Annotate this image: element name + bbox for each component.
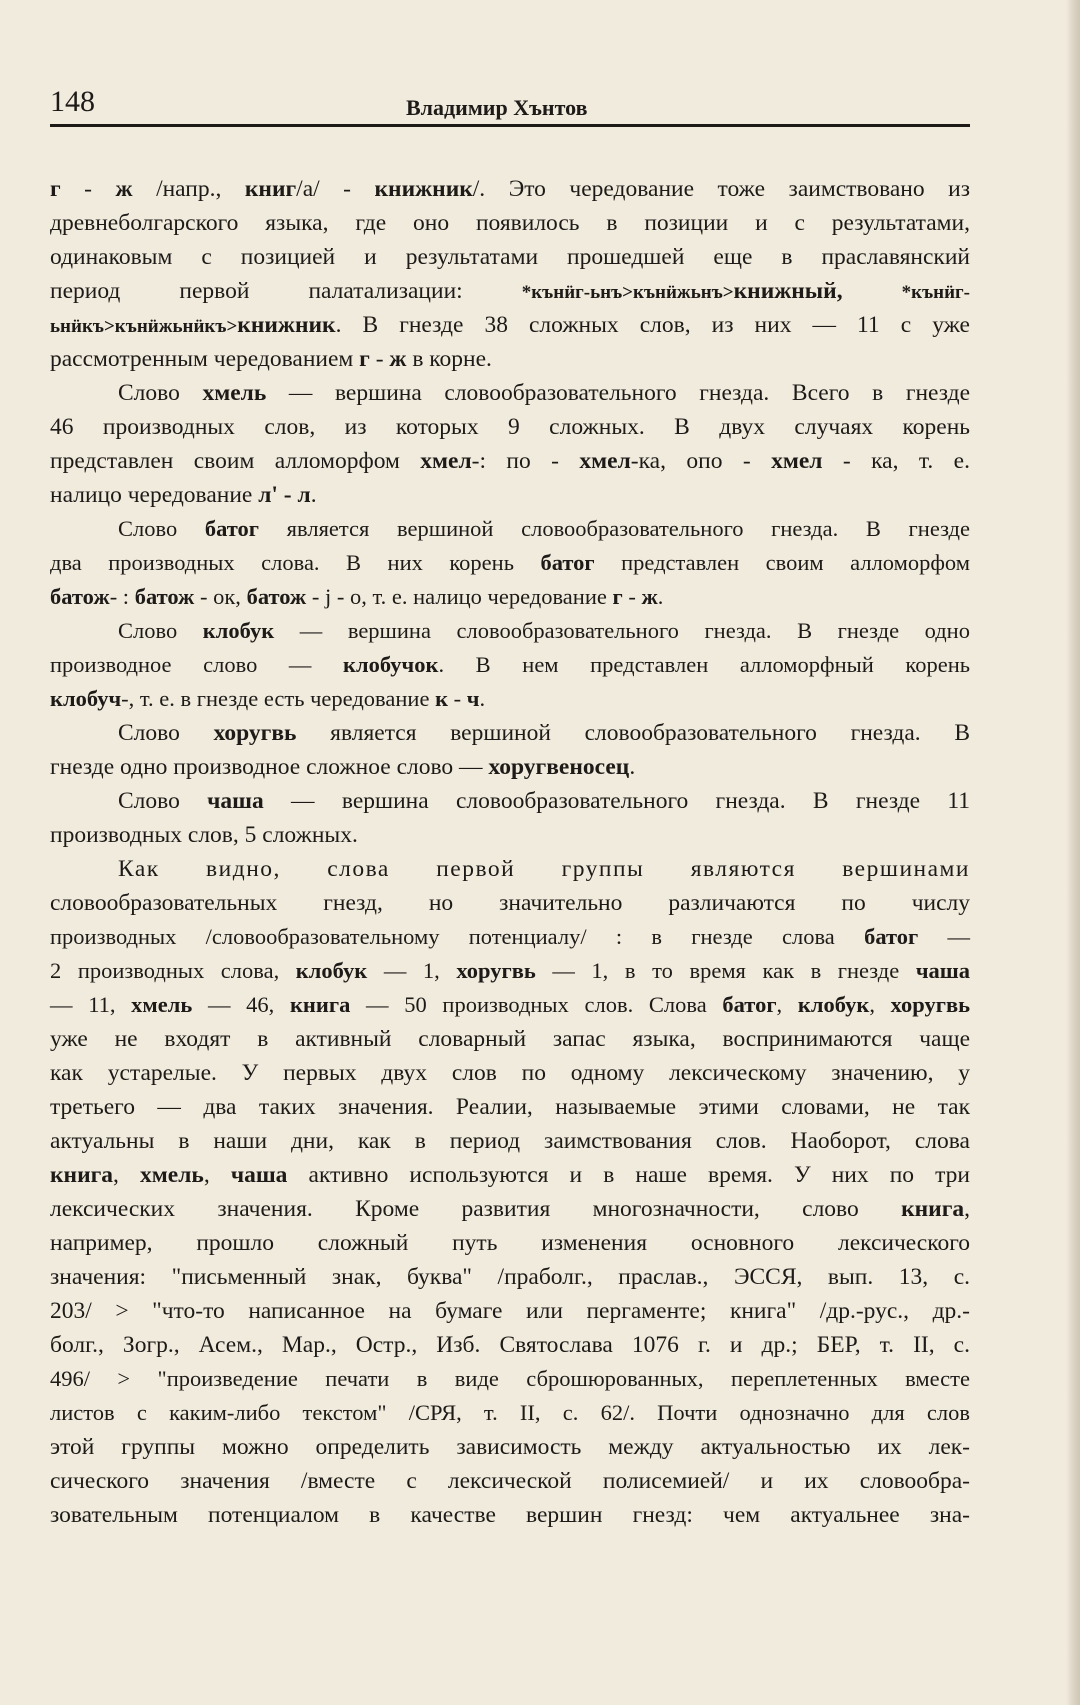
text-segment: - ок, xyxy=(194,584,247,609)
bold-term: ж xyxy=(389,346,407,372)
text-segment: — 11, xyxy=(50,992,132,1017)
bold-term: батог xyxy=(864,924,919,949)
text-segment: 496/ > "произведение печати в виде сброшюрованных, переплетенных вместе xyxy=(50,1366,970,1391)
text-line xyxy=(50,1090,970,1124)
text-line xyxy=(50,1226,970,1260)
text-segment: - xyxy=(448,686,467,711)
bold-term: хоругвь xyxy=(456,958,536,983)
text-segment: - ка, т. е. xyxy=(822,448,970,474)
text-line xyxy=(50,172,970,206)
text-segment: Слово xyxy=(118,788,208,814)
bold-term: книжник xyxy=(374,176,473,202)
bold-term: хмел xyxy=(579,448,631,474)
text-segment: — 1, xyxy=(367,958,457,983)
text-segment: одинаковым с позицией и результатами прошедшей еще в праславянский xyxy=(50,244,970,270)
bold-term: г xyxy=(612,584,623,609)
bold-term: хмель xyxy=(202,380,267,406)
text-segment: уже не входят в активный словарный запас языка, воспринимаются чаще xyxy=(50,1026,970,1052)
text-segment: — 46, xyxy=(192,992,290,1017)
text-line xyxy=(50,274,970,308)
text-line xyxy=(50,1396,970,1430)
bold-term: батож xyxy=(246,584,307,609)
text-segment: два производных слова. В них корень xyxy=(50,550,541,575)
bold-term: чаша xyxy=(915,958,970,983)
text-segment: , xyxy=(113,1162,141,1188)
bold-term: *кънӥг- xyxy=(901,282,970,303)
text-segment: Слово xyxy=(118,618,203,643)
bold-term: г xyxy=(359,346,370,372)
text-line xyxy=(50,478,970,512)
text-segment: лексических значения. Кроме развития многозначности, слово xyxy=(50,1196,902,1222)
text-segment: 2 производных слова, xyxy=(50,958,296,983)
text-segment: период первой палатализации: xyxy=(50,278,522,304)
text-segment: сического значения /вместе с лексической полисемией/ и их словообра- xyxy=(50,1468,970,1494)
text-segment: /. Это чередование тоже заимствовано из xyxy=(472,176,970,202)
text-segment: . xyxy=(629,754,636,780)
text-line xyxy=(50,1158,970,1192)
text-line xyxy=(50,206,970,240)
text-segment: , xyxy=(964,1196,970,1222)
bold-term: ч xyxy=(466,686,480,711)
bold-term: батож xyxy=(50,584,110,609)
bold-term: хмел xyxy=(420,448,472,474)
text-segment: — вершина словообразовательного гнезда. В гнезде одно xyxy=(274,618,970,643)
bold-term: ж xyxy=(641,584,658,609)
body-text xyxy=(50,172,970,1532)
bold-term: батог xyxy=(204,516,260,541)
page-edge xyxy=(1066,0,1080,1705)
bold-term: л' - л xyxy=(258,482,311,508)
text-segment: налицо чередование xyxy=(50,482,259,508)
bold-term: хмель xyxy=(131,992,193,1017)
page-number: 148 xyxy=(50,85,95,118)
text-line xyxy=(50,512,970,546)
bold-term: ьнӥкъ>кънӥжьнӥкъ> xyxy=(50,316,238,337)
text-line xyxy=(50,954,970,988)
bold-term: ж xyxy=(115,176,133,202)
bold-term: книга xyxy=(50,1162,114,1188)
bold-term: клобук xyxy=(295,958,368,983)
text-segment: . xyxy=(310,482,317,508)
text-segment: Слово xyxy=(118,380,203,406)
text-segment: -ка, опо - xyxy=(630,448,772,474)
text-segment: — xyxy=(918,924,970,949)
text-segment: значения: "письменный знак, буква" /праболг., праслав., ЭССЯ, вып. 13, с. xyxy=(50,1264,970,1290)
bold-term: хоругвь xyxy=(890,992,971,1017)
text-segment: , xyxy=(776,992,798,1017)
text-line xyxy=(50,648,970,682)
bold-term: книга xyxy=(901,1196,965,1222)
text-line xyxy=(50,852,970,886)
bold-term: книг xyxy=(244,176,297,202)
text-line xyxy=(50,1464,970,1498)
text-line xyxy=(50,444,970,478)
text-segment: зовательным потенциалом в качестве вершин гнезд: чем актуальнее зна- xyxy=(50,1502,970,1528)
page-header xyxy=(50,78,970,124)
text-line xyxy=(50,1260,970,1294)
text-segment: -: по - xyxy=(471,448,580,474)
bold-term: клобук xyxy=(202,618,275,643)
text-line xyxy=(50,1328,970,1362)
text-segment: — вершина словообразовательного гнезда. В гнезде 11 xyxy=(263,788,971,814)
text-line xyxy=(50,614,970,648)
bold-term: *кънӥг-ьнъ>кънӥжьнъ> xyxy=(521,282,734,303)
text-segment: , xyxy=(869,992,891,1017)
text-segment: представлен своим алломорфом xyxy=(594,550,970,575)
bold-term: книжный, xyxy=(733,278,902,304)
text-line xyxy=(50,1498,970,1532)
text-segment: -, т. е. в гнезде есть чередование xyxy=(121,686,436,711)
text-line xyxy=(50,1192,970,1226)
bold-term: книжник xyxy=(237,312,336,338)
text-line xyxy=(50,1430,970,1464)
bold-term: батог xyxy=(540,550,595,575)
bold-term: клобучок xyxy=(343,652,439,677)
text-segment: активно используются и в наше время. У них по три xyxy=(287,1162,971,1188)
text-segment: является вершиной словообразовательного гнезда. В гнезде xyxy=(259,516,970,541)
text-segment: — 1, в то время как в гнезде xyxy=(535,958,916,983)
bold-term: к xyxy=(435,686,449,711)
text-segment: — 50 производных слов. Слова xyxy=(350,992,723,1017)
text-line xyxy=(50,716,970,750)
text-line xyxy=(50,784,970,818)
text-segment: производных слов, 5 сложных. xyxy=(50,822,358,848)
text-segment: этой группы можно определить зависимость между актуальностью их лек- xyxy=(50,1434,970,1460)
text-segment: - xyxy=(622,584,642,609)
text-line xyxy=(50,342,970,376)
text-segment: актуальны в наши дни, как в период заимствования слов. Наоборот, слова xyxy=(50,1128,970,1154)
text-segment: - xyxy=(369,346,390,372)
bold-term: хоругвь xyxy=(213,720,297,746)
text-line xyxy=(50,988,970,1022)
text-segment: . xyxy=(479,686,486,711)
text-segment: в корне. xyxy=(406,346,492,372)
text-segment: . В нем представлен алломорфный корень xyxy=(438,652,971,677)
text-segment: . xyxy=(657,584,664,609)
bold-term: г xyxy=(50,176,61,202)
running-title: Владимир Хънтов xyxy=(406,95,588,120)
text-segment: , xyxy=(203,1162,231,1188)
text-segment: рассмотренным чередованием xyxy=(50,346,360,372)
text-segment: . В гнезде 38 сложных слов, из них — 11 с уже xyxy=(335,312,970,338)
text-segment: /напр., xyxy=(132,176,245,202)
text-segment: представлен своим алломорфом xyxy=(50,448,421,474)
header-rule xyxy=(50,124,970,127)
text-line xyxy=(50,1022,970,1056)
bold-term: хмел xyxy=(771,448,823,474)
text-segment: Слово xyxy=(118,720,214,746)
text-segment: гнезде одно производное сложное слово — xyxy=(50,754,489,780)
text-line xyxy=(50,308,970,342)
text-line xyxy=(50,920,970,954)
text-segment: - xyxy=(60,176,116,202)
text-segment: производных /словообразовательному потенциалу/ : в гнезде слова xyxy=(50,924,865,949)
bold-term: хмель xyxy=(140,1162,204,1188)
text-segment: 46 производных слов, из которых 9 сложных. В двух случаях корень xyxy=(50,414,970,440)
text-line xyxy=(50,1124,970,1158)
text-line xyxy=(50,580,970,614)
text-segment: - j - о, т. е. налицо чередование xyxy=(306,584,613,609)
text-segment: третьего — два таких значения. Реалии, называемые этими словами, не так xyxy=(50,1094,970,1120)
text-line xyxy=(50,1362,970,1396)
text-segment: листов с каким-либо текстом" /СРЯ, т. II, с. 62/. Почти однозначно для слов xyxy=(50,1400,970,1425)
text-line xyxy=(50,1294,970,1328)
bold-term: клобуч xyxy=(50,686,122,711)
text-segment: производное слово — xyxy=(50,652,344,677)
text-segment: как устарелые. У первых двух слов по одному лексическому значению, у xyxy=(50,1060,970,1086)
text-segment: - : xyxy=(109,584,135,609)
text-segment: /а/ - xyxy=(296,176,375,202)
text-segment: — вершина словообразовательного гнезда. Всего в гнезде xyxy=(266,380,971,406)
text-segment: болг., Зогр., Асем., Мар., Остр., Изб. Святослава 1076 г. и др.; БЕР, т. II, с. xyxy=(50,1332,970,1358)
bold-term: книга xyxy=(289,992,351,1017)
bold-term: чаша xyxy=(230,1162,288,1188)
text-line xyxy=(50,682,970,716)
text-segment: 203/ > "что-то написанное на бумаге или пергаменте; книга" /др.-рус., др.- xyxy=(50,1298,970,1324)
text-line xyxy=(50,818,970,852)
bold-term: батож xyxy=(134,584,195,609)
text-segment: Как видно, слова первой группы являются вершинами xyxy=(118,856,970,882)
text-segment: например, прошло сложный путь изменения основного лексического xyxy=(50,1230,970,1256)
bold-term: батог xyxy=(722,992,777,1017)
text-segment: древнеболгарского языка, где оно появилось в позиции и с результатами, xyxy=(50,210,970,236)
text-line xyxy=(50,410,970,444)
text-line xyxy=(50,750,970,784)
bold-term: хоругвеносец xyxy=(488,754,630,780)
text-line xyxy=(50,376,970,410)
text-line xyxy=(50,886,970,920)
text-segment: Слово xyxy=(118,516,205,541)
bold-term: чаша xyxy=(207,788,264,814)
text-line xyxy=(50,240,970,274)
bold-term: клобук xyxy=(797,992,870,1017)
text-line xyxy=(50,1056,970,1090)
text-segment: является вершиной словообразовательного гнезда. В xyxy=(296,720,970,746)
text-line xyxy=(50,546,970,580)
text-segment: словообразовательных гнезд, но значительно различаются по числу xyxy=(50,890,970,916)
